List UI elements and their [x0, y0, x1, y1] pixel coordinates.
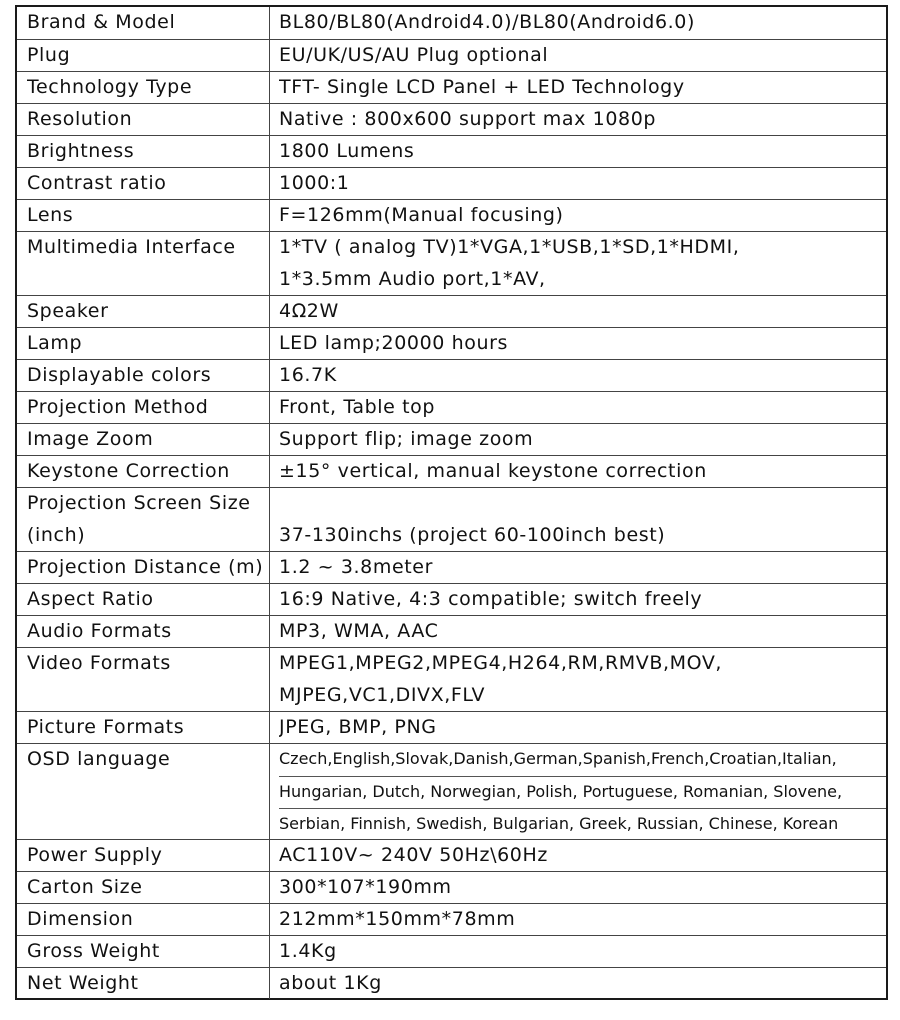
spec-value-cell	[270, 7, 886, 39]
spec-row	[17, 455, 886, 487]
spec-row	[17, 487, 886, 551]
spec-label: Keystone Correction	[27, 460, 230, 482]
spec-label-cell	[17, 168, 270, 199]
spec-label: Projection Screen Size	[27, 492, 251, 514]
spec-label-cell	[17, 744, 270, 839]
spec-value-cell	[270, 584, 886, 615]
spec-label: Technology Type	[27, 76, 193, 98]
spec-value: Native : 800x600 support max 1080p	[279, 108, 657, 130]
spec-value-cell	[270, 360, 886, 391]
spec-value: 300*107*190mm	[279, 876, 452, 898]
spec-label-cell	[17, 968, 270, 999]
spec-row	[17, 71, 886, 103]
spec-label-cell	[17, 392, 270, 423]
spec-value: 16.7K	[279, 364, 337, 386]
spec-label-cell	[17, 424, 270, 455]
spec-label: (inch)	[27, 524, 86, 546]
spec-value-cell	[270, 968, 886, 999]
spec-label: Projection Method	[27, 396, 209, 418]
spec-label-cell	[17, 72, 270, 103]
spec-label: Lamp	[27, 332, 83, 354]
spec-label-cell	[17, 232, 270, 295]
spec-value: 1.4Kg	[279, 940, 337, 962]
spec-label: Resolution	[27, 108, 133, 130]
spec-label: Projection Distance (m)	[27, 556, 264, 578]
spec-value-cell	[270, 328, 886, 359]
spec-row	[17, 359, 886, 391]
spec-label-cell	[17, 904, 270, 935]
spec-value-cell	[270, 392, 886, 423]
spec-label: Net Weight	[27, 972, 139, 994]
spec-value-cell	[270, 72, 886, 103]
spec-label: Plug	[27, 44, 71, 66]
spec-value-cell	[270, 424, 886, 455]
spec-label: Lens	[27, 204, 74, 226]
spec-row	[17, 391, 886, 423]
spec-label-cell	[17, 872, 270, 903]
spec-row	[17, 935, 886, 967]
spec-value: Support flip; image zoom	[279, 428, 534, 450]
spec-value: 16:9 Native, 4:3 compatible; switch freely	[279, 588, 703, 610]
spec-value: 37-130inchs (project 60-100inch best)	[279, 524, 666, 546]
spec-label: Brand & Model	[27, 11, 176, 33]
spec-value-cell	[270, 456, 886, 487]
spec-value: BL80/BL80(Android4.0)/BL80(Android6.0)	[279, 11, 695, 33]
spec-label: Picture Formats	[27, 716, 185, 738]
spec-value-cell	[270, 552, 886, 583]
spec-label-cell	[17, 840, 270, 871]
spec-row	[17, 103, 886, 135]
spec-row	[17, 231, 886, 295]
spec-value-cell	[270, 104, 886, 135]
spec-value: AC110V~ 240V 50Hz\60Hz	[279, 844, 548, 866]
spec-label-cell	[17, 648, 270, 711]
spec-label: Multimedia Interface	[27, 236, 236, 258]
spec-row	[17, 551, 886, 583]
spec-label-cell	[17, 712, 270, 743]
spec-label-cell	[17, 136, 270, 167]
spec-value: 4Ω2W	[279, 300, 339, 322]
spec-label-cell	[17, 200, 270, 231]
spec-value-cell	[270, 40, 886, 71]
spec-label: Displayable colors	[27, 364, 212, 386]
spec-value: F=126mm(Manual focusing)	[279, 204, 564, 226]
spec-value: Serbian, Finnish, Swedish, Bulgarian, Greek, Russian, Chinese, Korean	[279, 808, 886, 840]
spec-row	[17, 327, 886, 359]
spec-value-cell	[270, 872, 886, 903]
spec-value-cell	[270, 744, 886, 839]
spec-value-cell	[270, 488, 886, 551]
spec-label: Dimension	[27, 908, 134, 930]
spec-value-cell	[270, 168, 886, 199]
spec-value: 1800 Lumens	[279, 140, 415, 162]
spec-value: Czech,English,Slovak,Danish,German,Spanish,French,Croatian,Italian,	[279, 749, 837, 768]
spec-value-cell	[270, 136, 886, 167]
spec-value-cell	[270, 232, 886, 295]
spec-value: TFT- Single LCD Panel + LED Technology	[279, 76, 685, 98]
spec-label: Video Formats	[27, 652, 171, 674]
spec-label: Aspect Ratio	[27, 588, 154, 610]
spec-row	[17, 199, 886, 231]
spec-row	[17, 135, 886, 167]
spec-label: Image Zoom	[27, 428, 154, 450]
spec-row	[17, 647, 886, 711]
spec-label: Speaker	[27, 300, 109, 322]
spec-row	[17, 39, 886, 71]
spec-value: EU/UK/US/AU Plug optional	[279, 44, 549, 66]
spec-value: 1*3.5mm Audio port,1*AV,	[279, 268, 546, 290]
spec-label-cell	[17, 456, 270, 487]
spec-value: MP3, WMA, AAC	[279, 620, 439, 642]
spec-value-cell	[270, 296, 886, 327]
spec-row	[17, 295, 886, 327]
spec-value: MPEG1,MPEG2,MPEG4,H264,RM,RMVB,MOV,	[279, 652, 723, 674]
spec-value: 1*TV ( analog TV)1*VGA,1*USB,1*SD,1*HDMI,	[279, 236, 740, 258]
spec-label-cell	[17, 488, 270, 551]
spec-label-cell	[17, 328, 270, 359]
spec-row	[17, 871, 886, 903]
spec-value: ±15° vertical, manual keystone correction	[279, 460, 707, 482]
spec-label-cell	[17, 40, 270, 71]
spec-row	[17, 583, 886, 615]
spec-label-cell	[17, 296, 270, 327]
spec-label: Carton Size	[27, 876, 143, 898]
spec-label: Audio Formats	[27, 620, 172, 642]
spec-label-cell	[17, 936, 270, 967]
spec-label-cell	[17, 552, 270, 583]
spec-row	[17, 743, 886, 839]
spec-row	[17, 839, 886, 871]
spec-value: JPEG, BMP, PNG	[279, 716, 437, 738]
spec-value-cell	[270, 200, 886, 231]
spec-label-cell	[17, 104, 270, 135]
spec-value: about 1Kg	[279, 972, 382, 994]
spec-label-cell	[17, 584, 270, 615]
spec-value: 1.2 ~ 3.8meter	[279, 556, 433, 578]
spec-label: Power Supply	[27, 844, 163, 866]
spec-value: LED lamp;20000 hours	[279, 332, 509, 354]
spec-row	[17, 967, 886, 999]
spec-value: 1000:1	[279, 172, 350, 194]
spec-row	[17, 423, 886, 455]
spec-value-cell	[270, 904, 886, 935]
spec-row	[17, 615, 886, 647]
spec-value-cell	[270, 840, 886, 871]
spec-label: Brightness	[27, 140, 135, 162]
spec-value: Front, Table top	[279, 396, 436, 418]
spec-row	[17, 167, 886, 199]
spec-value: Hungarian, Dutch, Norwegian, Polish, Portuguese, Romanian, Slovene,	[279, 776, 886, 808]
spec-label: Gross Weight	[27, 940, 160, 962]
spec-value-cell	[270, 712, 886, 743]
spec-row	[17, 7, 886, 39]
spec-label: OSD language	[27, 748, 171, 770]
spec-row	[17, 903, 886, 935]
spec-value: 212mm*150mm*78mm	[279, 908, 516, 930]
spec-label-cell	[17, 7, 270, 39]
spec-value-cell	[270, 936, 886, 967]
spec-label-cell	[17, 616, 270, 647]
spec-row	[17, 711, 886, 743]
spec-label-cell	[17, 360, 270, 391]
spec-value: MJPEG,VC1,DIVX,FLV	[279, 684, 486, 706]
spec-value	[279, 488, 886, 520]
spec-label: Contrast ratio	[27, 172, 167, 194]
spec-value-cell	[270, 648, 886, 711]
spec-value-cell	[270, 616, 886, 647]
spec-table	[15, 5, 888, 1000]
